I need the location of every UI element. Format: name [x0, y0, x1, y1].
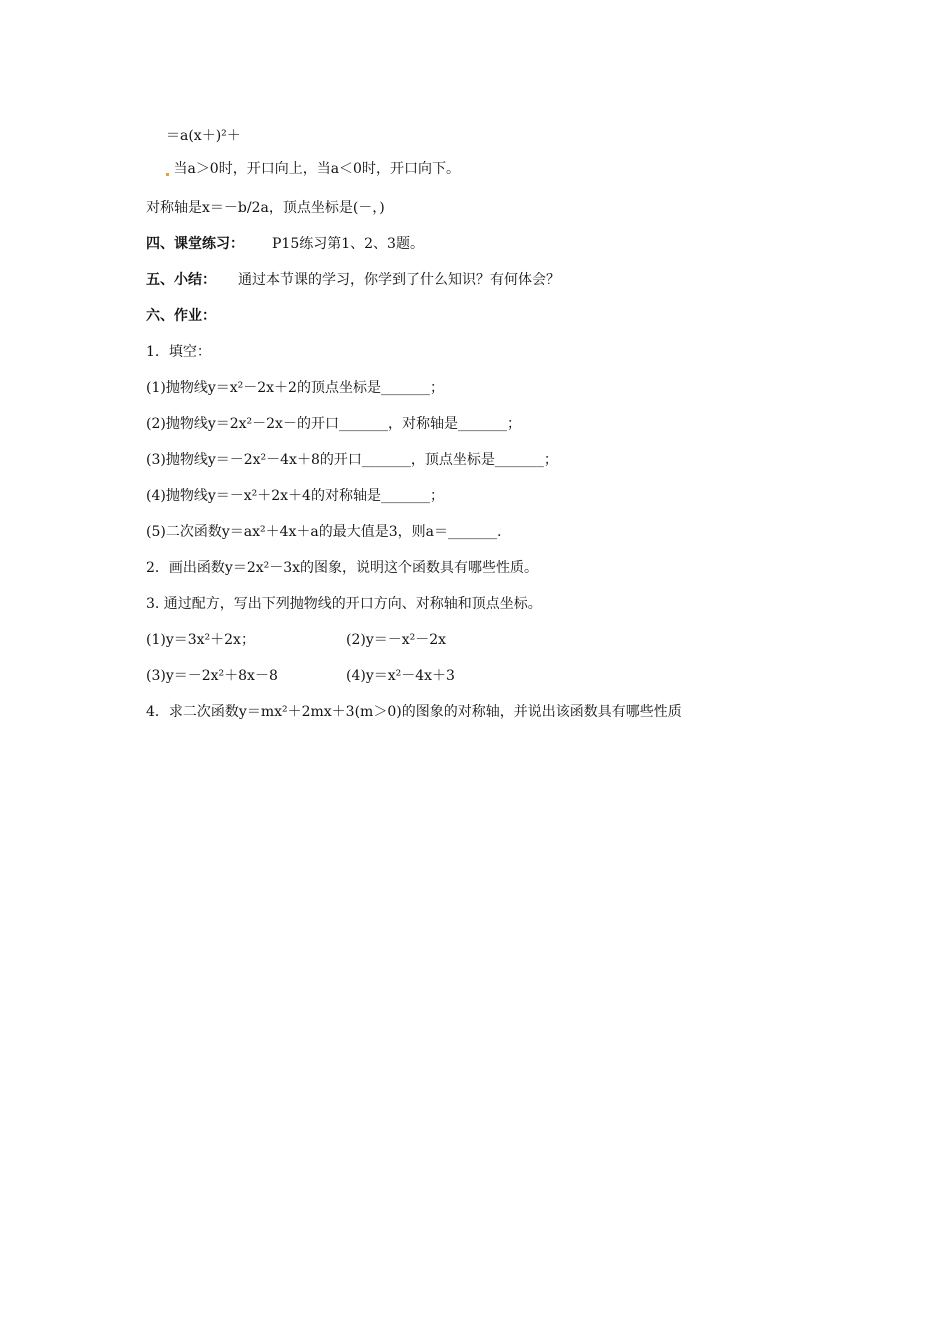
axis-vertex-line: 对称轴是x＝－b/2a，顶点坐标是(－，) [146, 200, 385, 216]
section-summary: 五、小结： 通过本节课的学习，你学到了什么知识？有何体会？ [146, 272, 560, 288]
exercise-1-item-2: (2)抛物线y＝2x²－2x－的开口_______，对称轴是_______； [146, 416, 521, 432]
section-practice: 四、课堂练习： P15练习第1、2、3题。 [146, 236, 424, 252]
exercise-1-item-4: (4)抛物线y＝－x²＋2x＋4的对称轴是_______； [146, 488, 444, 504]
exercise-1-item-1: (1)抛物线y＝x²－2x＋2的顶点坐标是_______； [146, 380, 444, 396]
opening-direction-line: 当a＞0时，开口向上，当a＜0时，开口向下。 [166, 159, 460, 179]
exercise-3-row-2-right: (4)y＝x²－4x＋3 [346, 668, 455, 684]
section-heading: 五、小结： [146, 272, 216, 288]
marker-dot [166, 173, 169, 176]
formula-line: ＝a(x＋)²＋ [166, 128, 241, 144]
exercise-3-row-2-left: (3)y＝－2x²＋8x－8 [146, 668, 278, 684]
exercise-3-row-1-right: (2)y＝－x²－2x [346, 632, 447, 648]
exercise-1-item-5: (5)二次函数y＝ax²＋4x＋a的最大值是3，则a＝_______. [146, 524, 502, 540]
exercise-1-item-3: (3)抛物线y＝－2x²－4x＋8的开口_______，顶点坐标是_______； [146, 452, 558, 468]
section-homework [146, 306, 216, 326]
exercise-4: 4．求二次函数y＝mx²＋2mx＋3(m＞0)的图象的对称轴，并说出该函数具有哪些性质 [146, 704, 682, 720]
section-heading: 六、作业： [146, 308, 216, 324]
section-heading: 四、课堂练习： [146, 236, 244, 252]
exercise-1-title: 1．填空： [146, 344, 211, 360]
exercise-3: 3. 通过配方，写出下列抛物线的开口方向、对称轴和顶点坐标。 [146, 596, 542, 612]
exercise-3-row-1-left: (1)y＝3x²＋2x； [146, 632, 255, 648]
exercise-2: 2．画出函数y＝2x²－3x的图象，说明这个函数具有哪些性质。 [146, 560, 539, 576]
